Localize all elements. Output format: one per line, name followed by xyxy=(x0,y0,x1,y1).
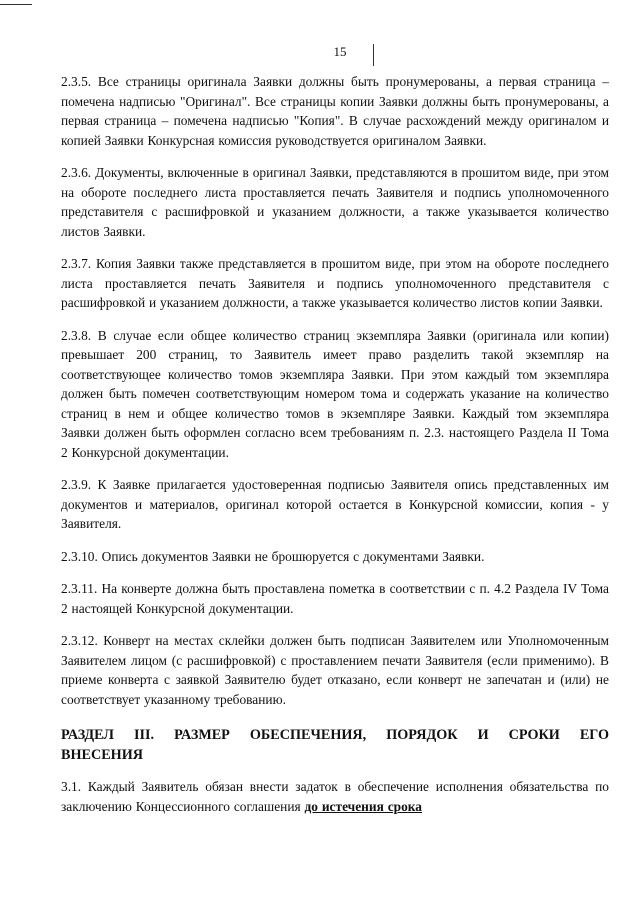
section-heading: РАЗДЕЛ III. РАЗМЕР ОБЕСПЕЧЕНИЯ, ПОРЯДОК И СРОКИ ЕГО ВНЕСЕНИЯ xyxy=(61,727,609,763)
scan-corner-mark xyxy=(0,4,32,5)
paragraph-2-3-7: 2.3.7. Копия Заявки также представляется в прошитом виде, при этом на обороте последнего листа проставляется печать Заявителя и подпись уполномоченного представителя с расшифровкой и указанием должности, а также указывается количество листов копии Заявки. xyxy=(61,256,609,310)
paragraph-3-1-text: 3.1. Каждый Заявитель обязан внести задаток в обеспечение исполнения обязательства по заключению Концессионного соглашения xyxy=(61,779,609,814)
paragraph-2-3-11: 2.3.11. На конверте должна быть проставлена пометка в соответствии с п. 4.2 Раздела IV Тома 2 настоящей Конкурсной документации. xyxy=(61,581,609,616)
paragraph-2-3-9: 2.3.9. К Заявке прилагается удостоверенная подписью Заявителя опись представленных им документов и материалов, оригинал которой остается в Конкурсной комиссии, копия - у Заявителя. xyxy=(61,477,609,531)
paragraph-2-3-5: 2.3.5. Все страницы оригинала Заявки должны быть пронумерованы, а первая страница – помечена надписью "Оригинал". Все страницы копии Заявки должны быть пронумерованы, а первая страница – помечена надписью "Копия". В случае расхождений между оригиналом и копией Заявки Конкурсная комиссия руководствуется оригиналом Заявки. xyxy=(61,74,609,148)
document-body xyxy=(61,72,609,829)
paragraph-3-1 xyxy=(61,777,609,816)
paragraph-3-1-emphasis: до истечения срока xyxy=(304,798,422,814)
paragraph-2-3-8: 2.3.8. В случае если общее количество страниц экземпляра Заявки (оригинала или копии) превышает 200 страниц, то Заявитель имеет право разделить такой экземпляр на соответствующее количество томов экземпляра Заявки. При этом каждый том экземпляра должен быть помечен соответствующим номером тома и содержать указание на количество страниц в нем и общее количество томов в экземпляре Заявки. Каждый том экземпляра Заявки должен быть оформлен согласно всем требованиям п. 2.3. настоящего Раздела II Тома 2 Конкурсной документации. xyxy=(61,327,609,460)
page-number: 15 xyxy=(333,44,347,59)
paragraph-2-3-12: 2.3.12. Конверт на местах склейки должен быть подписан Заявителем или Уполномоченным Заявителем лицом (с расшифровкой) с проставлением печати Заявителя (если применимо). В приеме конверта с заявкой Заявителю будет отказано, если конверт не запечатан и (или) не соответствует указанному требованию. xyxy=(61,633,609,707)
paragraph-2-3-10: 2.3.10. Опись документов Заявки не брошюруется с документами Заявки. xyxy=(61,548,485,564)
paragraph-2-3-6: 2.3.6. Документы, включенные в оригинал Заявки, представляются в прошитом виде, при этом на обороте последнего листа проставляется печать Заявителя и подпись уполномоченного представителя с расшифровкой и указанием должности, а также указывается количество листов Заявки. xyxy=(61,165,609,239)
